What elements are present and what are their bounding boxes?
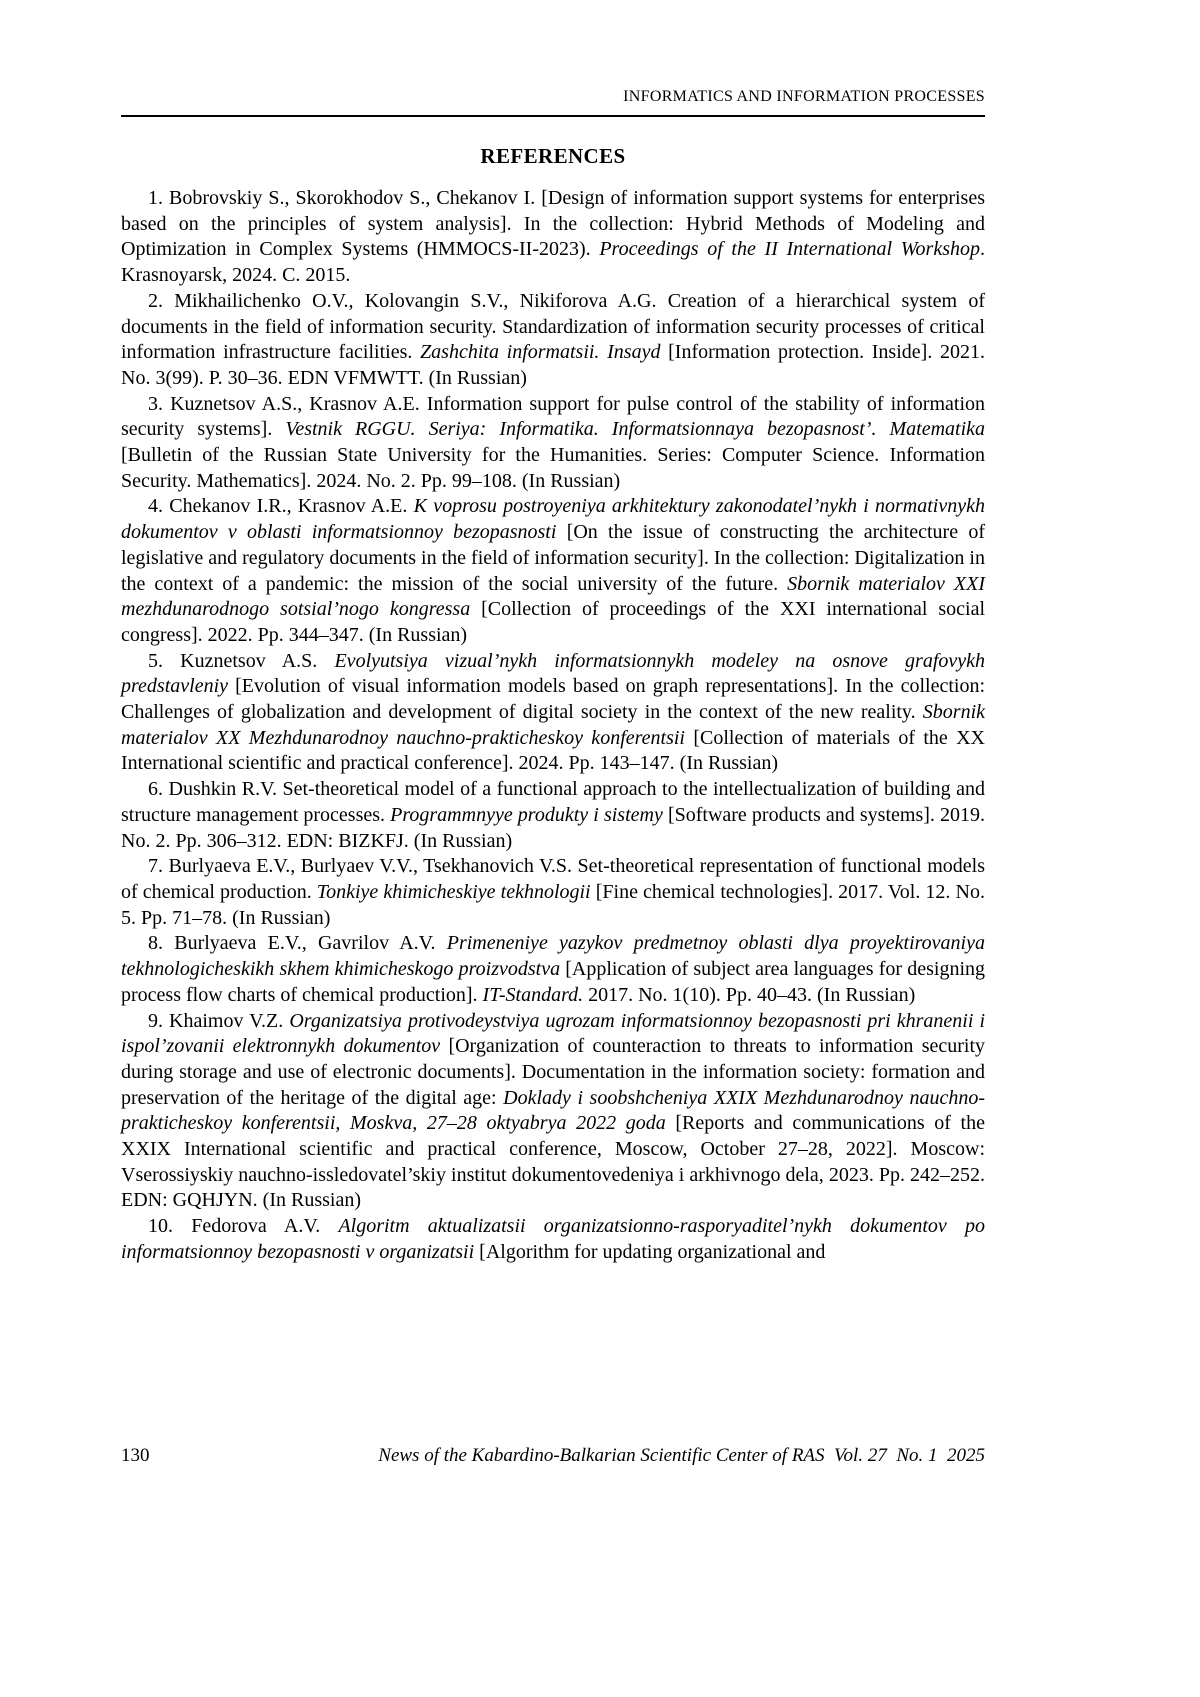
text-run: 9. Khaimov V.Z. (148, 1009, 290, 1032)
reference-item-3 (121, 392, 985, 495)
text-run: Programmnyye produkty i sistemy (390, 803, 663, 826)
page-footer (121, 1445, 985, 1467)
text-run: Vestnik RGGU. Seriya: Informatika. Informatsionnaya bezopasnost’. Matematika (285, 418, 985, 441)
text-run: 6. Dushkin R.V. Set-theoretical model of a functional approach to the intellectualization of building and structure management processes. (121, 778, 985, 826)
text-run: [Algorithm for updating organizational and (474, 1240, 826, 1263)
text-run: Algoritm aktualizatsii organizatsionno-rasporyaditel’nykh dokumentov po informatsionnoy bezopasnosti v organizatsii (121, 1215, 986, 1263)
text-run: 7. Burlyaeva E.V., Burlyaev V.V., Tsekhanovich V.S. Set-theoretical representation of functional models of chemical production. (121, 855, 985, 903)
text-run: [Organization of counteraction to threats to information security during storage and use of electronic documents]. Documentation in the information society: formation and preservation of the heritage of the digital age: (121, 1035, 986, 1109)
references-list (121, 186, 985, 1266)
text-run: Evolyutsiya vizual’nykh informatsionnykh modeley na osnove grafovykh predstavleniy (121, 649, 986, 698)
text-run: [On the issue of constructing the architecture of legislative and regulatory documents in the field of information security]. In the collection: Digitalization in the context of a pandemic: the mission of the social university of the future. (121, 521, 985, 595)
text-run: 3. Kuznetsov A.S., Krasnov A.E. Information support for pulse control of the stability of information security systems]. (121, 392, 985, 441)
text-run: Doklady i soobshcheniya XXIX Mezhdunarodnoy nauchno-prakticheskoy konferentsii, Moskva, 27–28 oktyabrya 2022 goda (121, 1086, 985, 1135)
journal-footer-line: News of the Kabardino-Balkarian Scientific Center of RAS Vol. 27 No. 1 2025 (378, 1445, 985, 1466)
reference-item-4 (121, 494, 985, 648)
text-run: Sbornik materialov XXI mezhdunarodnogo sotsial’nogo kongressa (121, 572, 985, 621)
text-run: [Reports and communications of the XXIX International scientific and practical conference, Moscow, October 27–28, 2022]. Moscow: Vserossiyskiy nauchno-issledovatel’skiy institut dokumentovedeniya i arkhivnogo dela, 2023. Pp. 242–252. EDN: GQHJYN. (In Russian) (121, 1112, 985, 1212)
reference-item-8 (121, 931, 985, 1008)
page-content (121, 88, 985, 1266)
text-run: 4. Chekanov I.R., Krasnov A.E. (148, 495, 414, 518)
text-run: [Fine chemical technologies]. 2017. Vol. 12. No. 5. Pp. 71–78. (In Russian) (121, 880, 985, 929)
text-run: . Krasnoyarsk, 2024. C. 2015. (121, 238, 985, 287)
running-header (121, 88, 985, 117)
text-run: 5. Kuznetsov A.S. (148, 649, 335, 672)
text-run: 2. Mikhailichenko O.V., Kolovangin S.V., Nikiforova A.G. Creation of a hierarchical system of documents in the field of information security. Standardization of information security processes of critical information infrastructure facilities. (121, 289, 985, 364)
reference-item-6 (121, 777, 985, 854)
text-run: Sbornik materialov XX Mezhdunarodnoy nauchno-prakticheskoy konferentsii (121, 701, 985, 749)
text-run: Zashchita informatsii. Insayd (420, 341, 661, 364)
text-run: [Software products and systems]. 2019. No. 2. Pp. 306–312. EDN: BIZKFJ. (In Russian) (121, 803, 986, 852)
text-run: [Collection of materials of the XX International scientific and practical conference]. 2024. Pp. 143–147. (In Russian) (121, 726, 986, 775)
running-header-text: INFORMATICS AND INFORMATION PROCESSES (623, 88, 985, 105)
text-run: 2017. No. 1(10). Pp. 40–43. (In Russian) (583, 983, 916, 1006)
text-run: [Information protection. Inside]. 2021. No. 3(99). P. 30–36. EDN VFMWTT. (In Russian) (121, 341, 985, 389)
text-run: K voprosu postroyeniya arkhitektury zakonodatel’nykh i normativnykh dokumentov v oblasti informatsionnoy bezopasnosti (121, 495, 985, 544)
text-run: 1. Bobrovskiy S., Skorokhodov S., Chekanov I. [Design of information support systems for enterprises based on the principles of system analysis]. In the collection: Hybrid Methods of Modeling and Optimization in Complex Systems (HMMOCS-II-2023). (121, 187, 985, 261)
reference-item-1 (121, 186, 985, 289)
text-run: Primeneniye yazykov predmetnoy oblasti dlya proyektirovaniya tekhnologicheskikh skhem khimicheskogo proizvodstva (121, 932, 985, 981)
page-number: 130 (121, 1445, 150, 1466)
reference-item-9 (121, 1009, 985, 1215)
text-run: IT-Standard. (482, 983, 584, 1006)
reference-item-2 (121, 289, 985, 392)
text-run: Organizatsiya protivodeystviya ugrozam informatsionnoy bezopasnosti pri khranenii i ispol’zovanii elektronnykh dokumentov (121, 1009, 986, 1058)
text-run: [Collection of proceedings of the XXI international social congress]. 2022. Pp. 344–347. (In Russian) (121, 598, 986, 646)
text-run: 10. Fedorova A.V. (148, 1215, 339, 1238)
reference-item-5 (121, 649, 985, 778)
text-run: [Bulletin of the Russian State University for the Humanities. Series: Computer Science. Information Security. Mathematics]. 2024. No. 2. Pp. 99–108. (In Russian) (121, 444, 985, 492)
page-title: REFERENCES (480, 144, 626, 168)
text-run: 8. Burlyaeva E.V., Gavrilov A.V. (148, 932, 447, 955)
text-run: [Evolution of visual information models based on graph representations]. In the collection: Challenges of globalization and development of digital society in the context of the new reality. (121, 675, 985, 724)
reference-item-7 (121, 854, 985, 931)
text-run: Tonkiye khimicheskiye tekhnologii (316, 880, 591, 903)
text-run: [Application of subject area languages for designing process flow charts of chemical production]. (121, 958, 985, 1006)
reference-item-10 (121, 1214, 985, 1265)
text-run: Proceedings of the II International Workshop (599, 238, 980, 261)
